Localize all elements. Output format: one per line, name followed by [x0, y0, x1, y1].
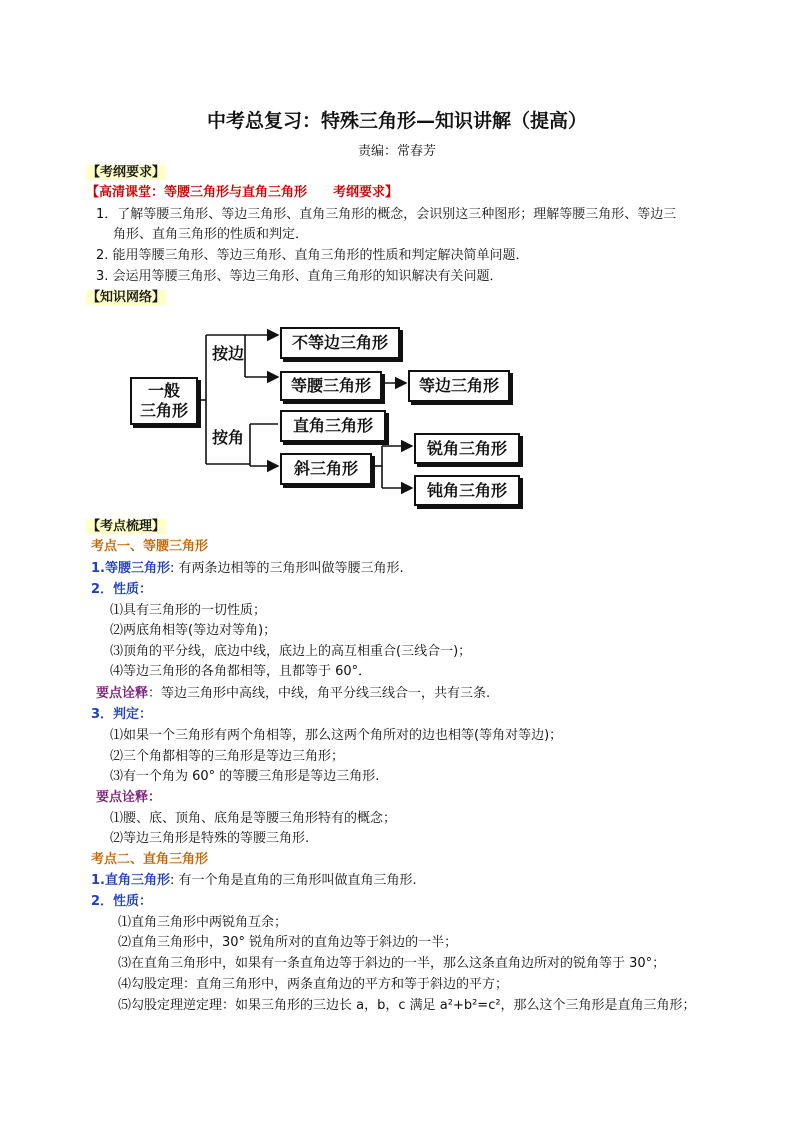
scalene-triangle-box: 不等边三角形 — [280, 327, 400, 359]
point1-judgement-3: ⑶有一个角为 60° 的等腰三角形是等边三角形. — [110, 769, 380, 784]
requirement-item-3 — [96, 265, 503, 284]
editor-line: 责编：常春芳 — [357, 144, 436, 159]
point1-properties-heading: 2．性质： — [91, 582, 153, 597]
point2-properties-heading: 2．性质： — [91, 894, 153, 909]
by-side-label: 按边 — [212, 344, 245, 363]
point1-note2-item-2: ⑵等边三角形是特殊的等腰三角形. — [110, 831, 310, 846]
general-triangle-box: 一般 三角形 — [130, 377, 198, 425]
point1-note1 — [96, 682, 490, 701]
point1-def-text: : 有两条边相等的三角形叫做等腰三角形. — [170, 561, 404, 576]
isosceles-triangle-box: 等腰三角形 — [280, 371, 382, 401]
oblique-triangle-box: 斜三角形 — [280, 453, 372, 485]
point2-def-text: : 有一个角是直角的三角形叫做直角三角形. — [170, 873, 417, 888]
point1-property-1: ⑴具有三角形的一切性质； — [110, 603, 267, 618]
point2-property-1: ⑴直角三角形中两锐角互余； — [118, 915, 288, 930]
point1-def-term: 等腰三角形 — [104, 561, 170, 576]
point1-property-4: ⑷等边三角形的各角都相等，且都等于 60°． — [110, 664, 372, 679]
point1-heading: 考点一、等腰三角形 — [91, 539, 209, 554]
requirement-number: 2. — [96, 248, 109, 263]
requirement-item-1 — [96, 203, 676, 222]
point1-judgement-heading: 3．判定： — [91, 707, 153, 722]
point2-property-2: ⑵直角三角形中，30° 锐角所对的直角边等于斜边的一半； — [118, 935, 458, 950]
requirement-item-1-cont: 角形、直角三角形的性质和判定． — [113, 227, 309, 242]
point1-note2-item-1: ⑴腰、底、顶角、底角是等腰三角形特有的概念； — [110, 811, 397, 826]
hd-class-heading: 【高清课堂：等腰三角形与直角三角形 考纲要求】 — [86, 185, 399, 200]
equilateral-triangle-box: 等边三角形 — [408, 370, 510, 402]
acute-triangle-box: 锐角三角形 — [414, 433, 520, 464]
point1-definition — [91, 557, 404, 576]
requirement-text: 能用等腰三角形、等边三角形、直角三角形的性质和判定解决简单问题． — [112, 248, 529, 263]
by-angle-label: 按角 — [212, 428, 245, 447]
section-requirements-label: 【考纲要求】 — [87, 165, 166, 180]
point1-note1-text: ：等边三角形中高线，中线，角平分线三线合一，共有三条. — [148, 686, 491, 701]
point1-judgement-2: ⑵三个角都相等的三角形是等边三角形； — [110, 749, 345, 764]
point1-judgement-1: ⑴如果一个三角形有两个角相等，那么这两个角所对的边也相等(等角对等边)； — [110, 728, 563, 743]
requirement-number: 3. — [96, 269, 109, 284]
point2-heading: 考点二、直角三角形 — [91, 852, 209, 867]
point2-def-term: 直角三角形 — [104, 873, 170, 888]
point1-property-2: ⑵两底角相等(等边对等角)； — [110, 623, 277, 638]
requirement-number: 1． — [96, 207, 118, 222]
triangle-classification-diagram — [120, 318, 540, 518]
obtuse-triangle-box: 钝角三角形 — [414, 475, 520, 506]
point1-note1-label: 要点诠释 — [96, 686, 149, 701]
point2-property-3: ⑶在直角三角形中，如果有一条直角边等于斜边的一半，那么这条直角边所对的锐角等于 30°； — [118, 956, 666, 971]
point2-def-number: 1. — [91, 873, 105, 888]
section-network-label: 【知识网络】 — [87, 290, 166, 305]
section-network-heading — [86, 286, 166, 305]
right-triangle-box: 直角三角形 — [280, 410, 386, 442]
section-points-heading — [86, 515, 166, 534]
page-title: 中考总复习：特殊三角形—知识讲解（提高） — [206, 110, 587, 132]
point2-property-5: ⑸勾股定理逆定理：如果三角形的三边长 a，b，c 满足 a²+b²=c²，那么这个三角形是直角三角形； — [118, 998, 696, 1013]
point1-note2-label: 要点诠释： — [96, 790, 162, 805]
section-points-label: 【考点梳理】 — [87, 519, 166, 534]
point1-property-3: ⑶顶角的平分线，底边中线，底边上的高互相重合(三线合一)； — [110, 644, 472, 659]
requirement-item-2 — [96, 244, 529, 263]
point2-definition — [91, 869, 417, 888]
point1-def-number: 1. — [91, 561, 105, 576]
point2-property-4: ⑷勾股定理：直角三角形中，两条直角边的平方和等于斜边的平方； — [118, 977, 509, 992]
requirement-text: 会运用等腰三角形、等边三角形、直角三角形的知识解决有关问题． — [112, 269, 503, 284]
requirement-text: 了解等腰三角形、等边三角形、直角三角形的概念，会识别这三种图形；理解等腰三角形、等边三 — [117, 207, 677, 222]
section-requirements-heading — [86, 161, 166, 180]
